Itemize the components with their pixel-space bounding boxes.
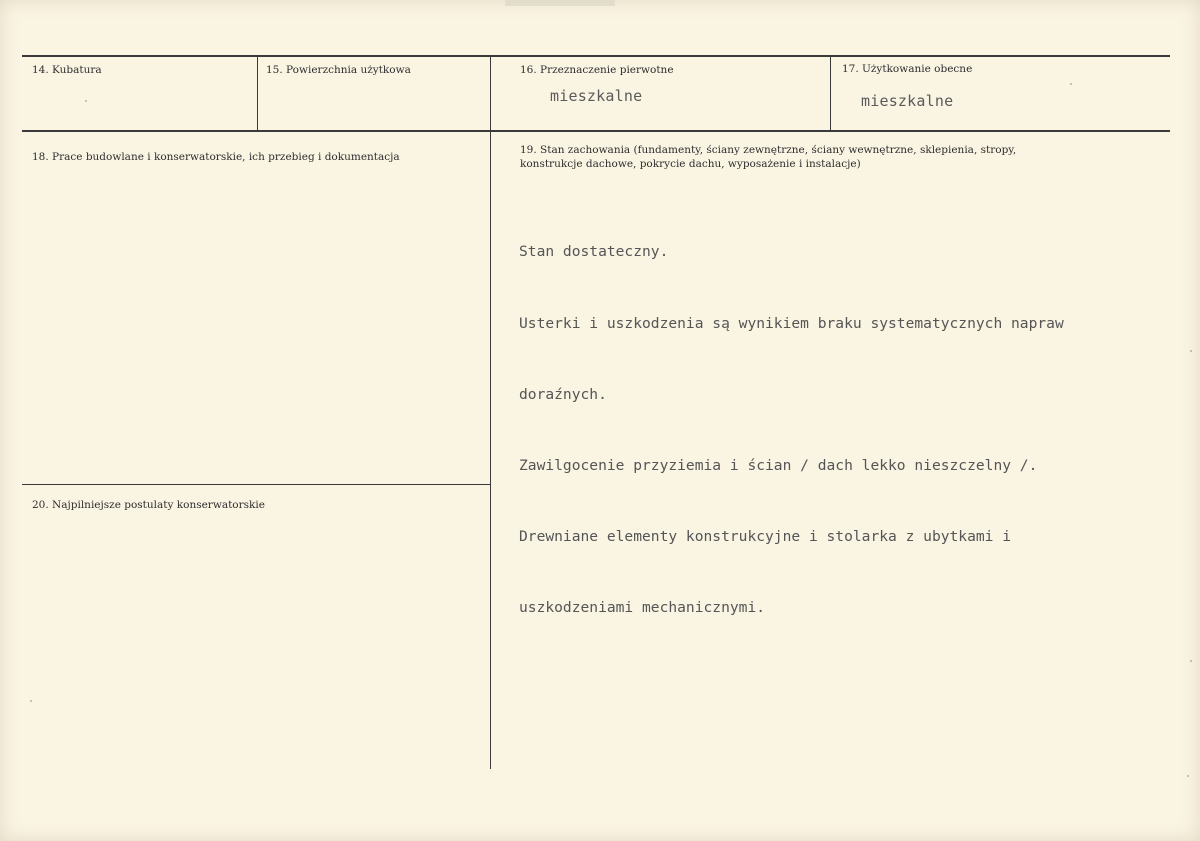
- header-stamp-mark: [505, 0, 615, 6]
- field-19-text: [519, 193, 1179, 667]
- row1-bottom-rule: [22, 130, 1170, 132]
- paper-speck: [1190, 660, 1192, 662]
- field-20-label: 20. Najpilniejsze postulaty konserwatorskie: [32, 499, 265, 511]
- divider-16-17: [830, 56, 831, 131]
- paper-speck: [1187, 775, 1189, 777]
- field-19-line: Stan dostateczny.: [519, 243, 669, 261]
- field-19-line: doraźnych.: [519, 385, 607, 403]
- divider-left-right: [490, 131, 491, 769]
- field-16-value: mieszkalne: [550, 87, 643, 105]
- field-14-label: 14. Kubatura: [32, 64, 102, 76]
- field-17-label: 17. Użytkowanie obecne: [842, 63, 973, 75]
- divider-14-15: [257, 56, 258, 131]
- field-19-label-line1: 19. Stan zachowania (fundamenty, ściany zewnętrzne, ściany wewnętrzne, sklepienia, stropy,: [520, 144, 1017, 156]
- paper-speck: [85, 100, 87, 102]
- field-19-label-line2: konstrukcje dachowe, pokrycie dachu, wyposażenie i instalacje): [520, 158, 861, 170]
- paper-speck: [1070, 83, 1072, 85]
- divider-15-16: [490, 56, 491, 131]
- top-rule: [22, 55, 1170, 57]
- field-16-label: 16. Przeznaczenie pierwotne: [520, 64, 674, 76]
- field18-bottom-rule: [22, 484, 490, 485]
- paper-speck: [1190, 350, 1192, 352]
- field-18-label: 18. Prace budowlane i konserwatorskie, ich przebieg i dokumentacja: [32, 151, 400, 163]
- field-15-label: 15. Powierzchnia użytkowa: [266, 64, 411, 76]
- field-17-value: mieszkalne: [861, 92, 954, 110]
- field-19-line: Drewniane elementy konstrukcyjne i stolarka z ubytkami i: [519, 527, 1012, 545]
- field-19-line: Zawilgocenie przyziemia i ścian / dach lekko nieszczelny /.: [519, 456, 1038, 474]
- field-19-line: uszkodzeniami mechanicznymi.: [519, 598, 766, 616]
- field-19-line: Usterki i uszkodzenia są wynikiem braku systematycznych napraw: [519, 314, 1064, 332]
- paper-speck: [30, 700, 32, 702]
